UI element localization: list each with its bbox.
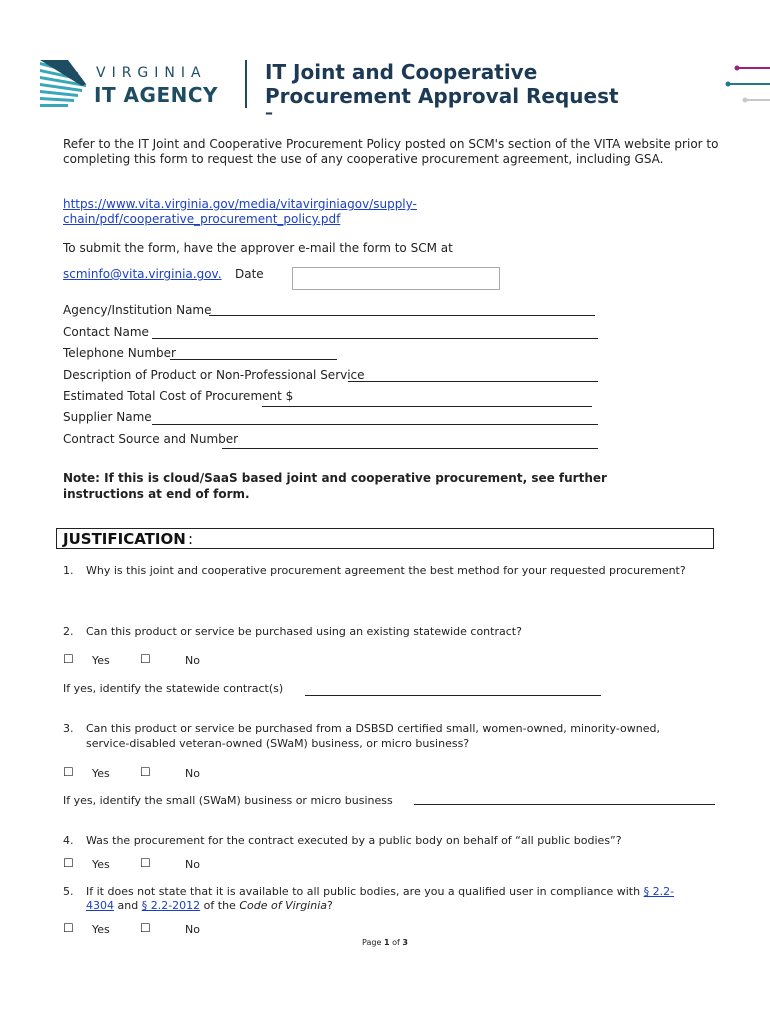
q5-question-mark: ? xyxy=(327,899,333,912)
q5-link-2-2-4304-part1[interactable]: § 2.2- xyxy=(643,885,675,898)
q5-link-2-2-2012[interactable]: § 2.2-2012 xyxy=(141,899,201,912)
supplier-input[interactable] xyxy=(152,424,598,425)
telephone-label: Telephone Number xyxy=(63,346,176,360)
q2-followup-label: If yes, identify the statewide contract(s) xyxy=(63,682,284,695)
contract-source-input[interactable] xyxy=(222,448,598,449)
logo-stripes-icon xyxy=(38,58,88,110)
submit-instructions: To submit the form, have the approver e-mail the form to SCM at xyxy=(63,241,453,255)
q3-number: 3. xyxy=(63,722,74,735)
q4-yes-label: Yes xyxy=(92,858,110,871)
agency-label: Agency/Institution Name xyxy=(63,303,212,317)
q4-yes-checkbox[interactable]: ☐ xyxy=(63,856,74,870)
date-label: Date xyxy=(235,267,264,281)
q3-no-checkbox[interactable]: ☐ xyxy=(140,765,151,779)
telephone-input[interactable] xyxy=(170,359,337,360)
q5-no-checkbox[interactable]: ☐ xyxy=(140,921,151,935)
date-field[interactable] xyxy=(292,267,500,290)
page-prefix: Page xyxy=(362,938,382,947)
logo-line2: IT AGENCY xyxy=(94,83,219,107)
page-title-line2: Procurement Approval Request xyxy=(265,84,619,108)
note-line1: Note: If this is cloud/SaaS based joint and cooperative procurement, see further xyxy=(63,471,607,485)
note-line2: instructions at end of form. xyxy=(63,487,250,501)
q1-number: 1. xyxy=(63,564,74,577)
q2-no-label: No xyxy=(185,654,200,667)
q5-link-2-2-4304-part2[interactable]: 4304 xyxy=(86,899,114,912)
agency-input[interactable] xyxy=(209,315,595,316)
page-title-line1: IT Joint and Cooperative xyxy=(265,60,538,84)
q4-no-checkbox[interactable]: ☐ xyxy=(140,856,151,870)
logo xyxy=(38,58,223,114)
cost-label: Estimated Total Cost of Procurement $ xyxy=(63,389,294,403)
q5-yes-label: Yes xyxy=(92,923,110,936)
q3-text-line1: Can this product or service be purchased from a DSBSD certified small, women-owned, minority-owned, xyxy=(86,722,660,735)
justification-header xyxy=(56,528,714,549)
q2-no-checkbox[interactable]: ☐ xyxy=(140,652,151,666)
page-of: of xyxy=(392,938,400,947)
page-number xyxy=(0,938,770,948)
decorative-lines-icon xyxy=(725,60,770,105)
contract-source-label: Contract Source and Number xyxy=(63,432,239,446)
cost-input[interactable] xyxy=(262,406,592,407)
q4-no-label: No xyxy=(185,858,200,871)
q5-line2 xyxy=(86,899,333,913)
policy-link-line2[interactable]: chain/pdf/cooperative_procurement_policy.pdf xyxy=(63,212,341,226)
q5-of-the: of the xyxy=(203,899,236,912)
page-total: 3 xyxy=(402,938,408,947)
q3-no-label: No xyxy=(185,767,200,780)
supplier-label: Supplier Name xyxy=(63,410,152,424)
description-label: Description of Product or Non-Professional Service xyxy=(63,368,365,382)
contact-input[interactable] xyxy=(152,338,598,339)
logo-line1: VIRGINIA xyxy=(96,65,207,81)
intro-paragraph: Refer to the IT Joint and Cooperative Procurement Policy posted on SCM's section of the VITA website prior to completing this form to request the use of any cooperative procurement agreement, including GSA. xyxy=(63,137,719,166)
q5-no-label: No xyxy=(185,923,200,936)
description-input[interactable] xyxy=(348,381,598,382)
justification-colon: : xyxy=(188,530,194,548)
header-divider xyxy=(245,60,247,108)
q2-yes-checkbox[interactable]: ☐ xyxy=(63,652,74,666)
q3-yes-label: Yes xyxy=(92,767,110,780)
q2-followup-input[interactable] xyxy=(305,695,601,696)
justification-title: JUSTIFICATION xyxy=(63,530,186,548)
q2-number: 2. xyxy=(63,625,74,638)
q5-number: 5. xyxy=(63,885,74,898)
q5-line1 xyxy=(86,885,726,899)
q2-yes-label: Yes xyxy=(92,654,110,667)
q5-text: If it does not state that it is available to all public bodies, are you a qualified user in compliance with xyxy=(86,885,641,898)
q3-followup-label: If yes, identify the small (SWaM) business or micro business xyxy=(63,794,393,807)
q3-text-line2: service-disabled veteran-owned (SWaM) business, or micro business? xyxy=(86,737,470,750)
policy-link-line1[interactable]: https://www.vita.virginia.gov/media/vitavirginiagov/supply- xyxy=(63,197,417,211)
q2-text: Can this product or service be purchased using an existing statewide contract? xyxy=(86,625,522,638)
page-title-dash: – xyxy=(265,103,273,122)
q3-followup-input[interactable] xyxy=(414,804,715,805)
q4-text: Was the procurement for the contract executed by a public body on behalf of “all public bodies”? xyxy=(86,834,622,847)
q1-text: Why is this joint and cooperative procurement agreement the best method for your requested procurement? xyxy=(86,564,686,577)
q3-yes-checkbox[interactable]: ☐ xyxy=(63,765,74,779)
q5-yes-checkbox[interactable]: ☐ xyxy=(63,921,74,935)
q5-code-of-virginia: Code of Virginia xyxy=(239,899,327,912)
contact-label: Contact Name xyxy=(63,325,149,339)
q5-and: and xyxy=(117,899,139,912)
scm-email-link[interactable]: scminfo@vita.virginia.gov. xyxy=(63,267,222,281)
page-current: 1 xyxy=(383,938,390,947)
q4-number: 4. xyxy=(63,834,74,847)
